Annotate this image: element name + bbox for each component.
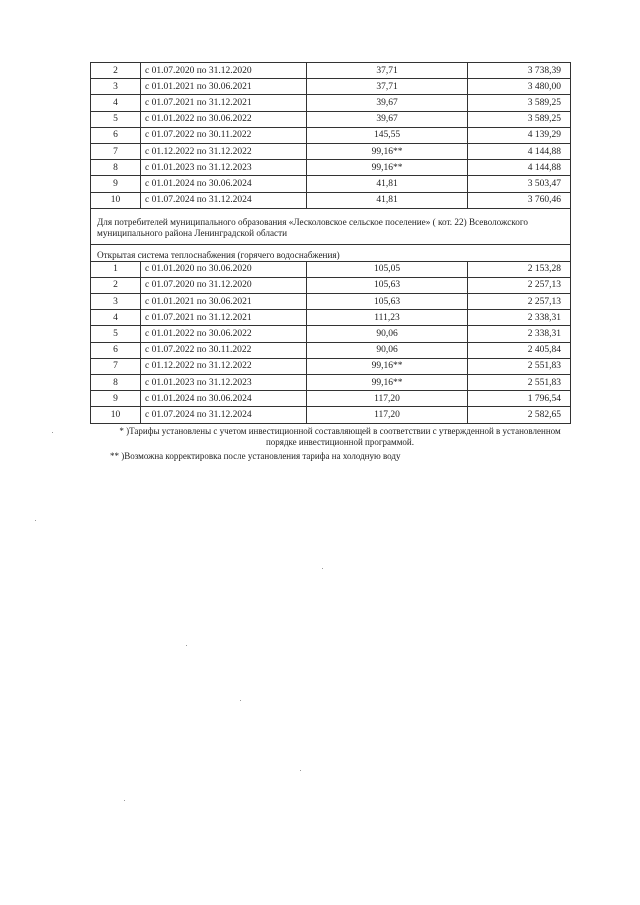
row-period: с 01.01.2024 по 30.06.2024 <box>141 391 307 407</box>
section-header-row <box>91 208 571 244</box>
row-number: 10 <box>91 192 141 208</box>
row-value: 105,63 <box>307 277 468 293</box>
footnote-2: ** )Возможна корректировка после установления тарифа на холодную воду <box>110 451 401 462</box>
row-period: с 01.07.2024 по 31.12.2024 <box>141 407 307 423</box>
row-number: 3 <box>91 79 141 95</box>
row-number: 8 <box>91 375 141 391</box>
row-tariff: 3 589,25 <box>468 111 571 127</box>
row-tariff: 2 551,83 <box>468 358 571 374</box>
subsection-header-row <box>91 244 571 261</box>
row-period: с 01.01.2023 по 31.12.2023 <box>141 375 307 391</box>
table-row <box>91 294 571 310</box>
row-tariff: 2 338,31 <box>468 326 571 342</box>
row-value: 117,20 <box>307 407 468 423</box>
row-number: 6 <box>91 127 141 143</box>
scan-speck <box>240 700 241 701</box>
row-number: 3 <box>91 294 141 310</box>
row-number: 2 <box>91 63 141 79</box>
subsection-title: Открытая система теплоснабжения (горячего водоснабжения) <box>91 244 571 261</box>
row-tariff: 2 153,28 <box>468 261 571 277</box>
row-number: 9 <box>91 391 141 407</box>
footnotes <box>90 426 570 463</box>
row-value: 41,81 <box>307 192 468 208</box>
row-number: 7 <box>91 143 141 159</box>
tariff-table <box>90 62 571 424</box>
row-period: с 01.01.2023 по 31.12.2023 <box>141 160 307 176</box>
row-number: 4 <box>91 95 141 111</box>
row-period: с 01.07.2022 по 30.11.2022 <box>141 127 307 143</box>
scan-speck <box>300 770 301 771</box>
table-row <box>91 95 571 111</box>
scan-speck <box>124 800 125 801</box>
row-period: с 01.12.2022 по 31.12.2022 <box>141 358 307 374</box>
table-row <box>91 326 571 342</box>
row-number: 4 <box>91 310 141 326</box>
document-sheet <box>90 62 570 462</box>
row-value: 39,67 <box>307 95 468 111</box>
table-row <box>91 111 571 127</box>
table-row <box>91 160 571 176</box>
row-tariff: 4 139,29 <box>468 127 571 143</box>
row-value: 105,05 <box>307 261 468 277</box>
row-value: 105,63 <box>307 294 468 310</box>
footnote-1-line-1: * )Тарифы установлены с учетом инвестиционной составляющей в соответствии с утвержденной в установленном <box>119 425 561 436</box>
row-tariff: 3 738,39 <box>468 63 571 79</box>
row-number: 2 <box>91 277 141 293</box>
table-row <box>91 261 571 277</box>
row-value: 37,71 <box>307 63 468 79</box>
table-row <box>91 375 571 391</box>
table-row <box>91 342 571 358</box>
footnote-1-line-2: порядке инвестиционной программой. <box>265 436 414 447</box>
scan-speck <box>35 520 36 521</box>
row-value: 117,20 <box>307 391 468 407</box>
scan-speck <box>186 645 187 646</box>
row-value: 37,71 <box>307 79 468 95</box>
row-tariff: 3 480,00 <box>468 79 571 95</box>
row-tariff: 2 405,84 <box>468 342 571 358</box>
table-row <box>91 192 571 208</box>
section-header-block <box>91 208 571 261</box>
row-number: 5 <box>91 326 141 342</box>
row-number: 7 <box>91 358 141 374</box>
row-period: с 01.01.2020 по 30.06.2020 <box>141 261 307 277</box>
row-number: 8 <box>91 160 141 176</box>
footnote-1 <box>90 426 570 449</box>
row-tariff: 2 338,31 <box>468 310 571 326</box>
table-row <box>91 277 571 293</box>
row-period: с 01.07.2022 по 30.11.2022 <box>141 342 307 358</box>
row-number: 9 <box>91 176 141 192</box>
row-period: с 01.07.2020 по 31.12.2020 <box>141 277 307 293</box>
tariff-block-2 <box>91 261 571 423</box>
row-value: 99,16** <box>307 358 468 374</box>
table-row <box>91 358 571 374</box>
table-row <box>91 391 571 407</box>
table-row <box>91 176 571 192</box>
table-row <box>91 407 571 423</box>
row-number: 1 <box>91 261 141 277</box>
table-row <box>91 79 571 95</box>
table-row <box>91 63 571 79</box>
row-period: с 01.01.2021 по 30.06.2021 <box>141 79 307 95</box>
section-title: Для потребителей муниципального образования «Лесколовское сельское поселение» ( кот. 22) Всеволожского муниципального района Ленинградской области <box>91 208 571 244</box>
tariff-block-1 <box>91 63 571 209</box>
table-row <box>91 143 571 159</box>
row-period: с 01.07.2021 по 31.12.2021 <box>141 95 307 111</box>
row-tariff: 3 760,46 <box>468 192 571 208</box>
row-period: с 01.07.2020 по 31.12.2020 <box>141 63 307 79</box>
row-tariff: 4 144,88 <box>468 160 571 176</box>
row-value: 145,55 <box>307 127 468 143</box>
row-value: 90,06 <box>307 342 468 358</box>
row-tariff: 2 551,83 <box>468 375 571 391</box>
row-tariff: 2 257,13 <box>468 277 571 293</box>
scan-speck <box>52 432 53 433</box>
row-tariff: 4 144,88 <box>468 143 571 159</box>
row-period: с 01.07.2024 по 31.12.2024 <box>141 192 307 208</box>
row-period: с 01.01.2022 по 30.06.2022 <box>141 111 307 127</box>
row-number: 6 <box>91 342 141 358</box>
row-period: с 01.01.2022 по 30.06.2022 <box>141 326 307 342</box>
row-period: с 01.07.2021 по 31.12.2021 <box>141 310 307 326</box>
row-value: 41,81 <box>307 176 468 192</box>
row-number: 10 <box>91 407 141 423</box>
row-period: с 01.12.2022 по 31.12.2022 <box>141 143 307 159</box>
row-period: с 01.01.2024 по 30.06.2024 <box>141 176 307 192</box>
row-value: 99,16** <box>307 375 468 391</box>
row-number: 5 <box>91 111 141 127</box>
row-value: 99,16** <box>307 160 468 176</box>
scan-speck <box>322 568 323 569</box>
row-tariff: 2 582,65 <box>468 407 571 423</box>
table-row <box>91 310 571 326</box>
row-value: 111,23 <box>307 310 468 326</box>
row-value: 99,16** <box>307 143 468 159</box>
row-value: 90,06 <box>307 326 468 342</box>
table-row <box>91 127 571 143</box>
row-tariff: 3 589,25 <box>468 95 571 111</box>
row-value: 39,67 <box>307 111 468 127</box>
row-period: с 01.01.2021 по 30.06.2021 <box>141 294 307 310</box>
row-tariff: 2 257,13 <box>468 294 571 310</box>
row-tariff: 1 796,54 <box>468 391 571 407</box>
row-tariff: 3 503,47 <box>468 176 571 192</box>
